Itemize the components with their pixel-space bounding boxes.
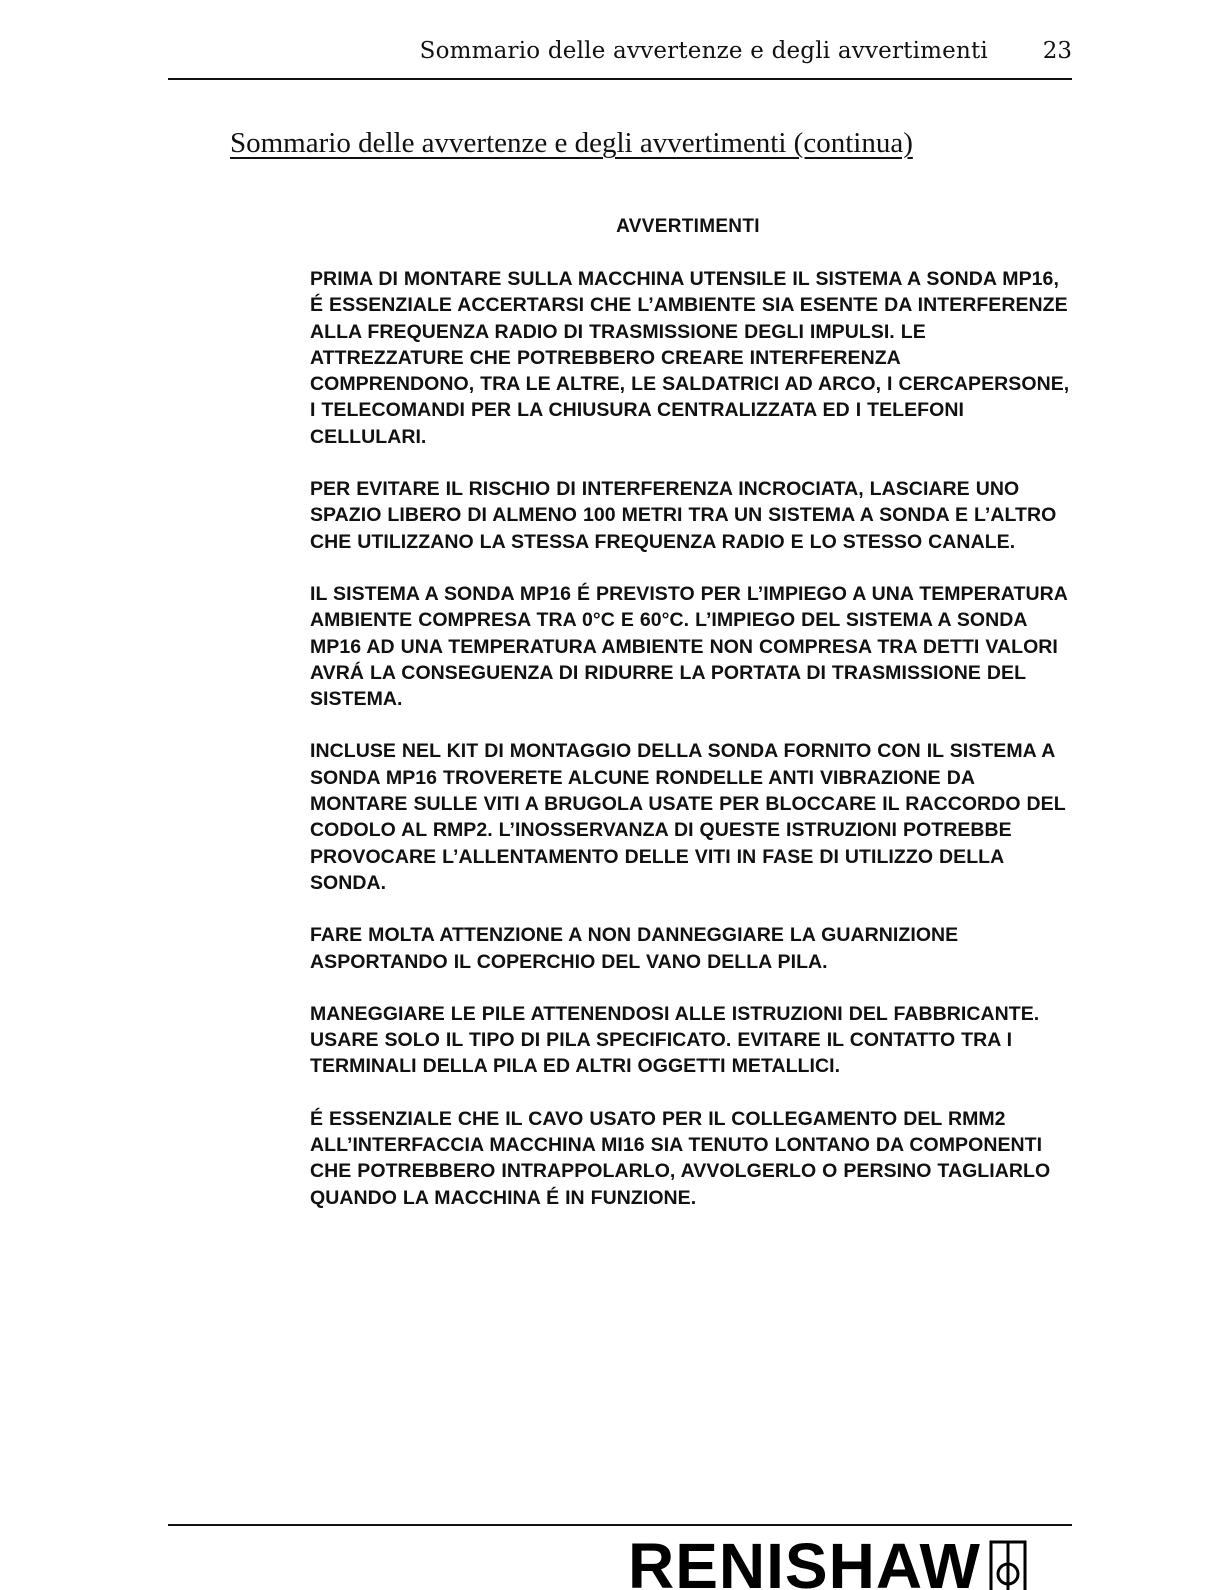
section-title: Sommario delle avvertenze e degli avvertimenti (continua) [230, 127, 913, 159]
warnings-heading: AVVERTIMENTI [616, 216, 760, 237]
brand-wordmark: RENISHAW [628, 1530, 981, 1590]
warning-paragraph: MANEGGIARE LE PILE ATTENENDOSI ALLE ISTRUZIONI DEL FABBRICANTE. USARE SOLO IL TIPO DI PILA SPECIFICATO. EVITARE IL CONTATTO TRA I TERMINALI DELLA PILA ED ALTRI OGGETTI METALLICI. [310, 1002, 1040, 1078]
warning-list [310, 266, 1070, 1237]
footer-rule [168, 1524, 1072, 1526]
running-header [168, 38, 1072, 72]
warning-paragraph: FARE MOLTA ATTENZIONE A NON DANNEGGIARE LA GUARNIZIONE ASPORTANDO IL COPERCHIO DEL VANO DELLA PILA. [310, 924, 959, 973]
header-rule [168, 78, 1072, 80]
warning-paragraph: É ESSENZIALE CHE IL CAVO USATO PER IL COLLEGAMENTO DEL RMM2 ALL’INTERFACCIA MACCHINA MI16 SIA TENUTO LONTANO DA COMPONENTI CHE POTREBBERO INTRAPPOLARLO, AVVOLGERLO O PERSINO TAGLIARLO QUANDO LA MACCHINA É IN FUNZIONE. [310, 1107, 1051, 1209]
running-title: Sommario delle avvertenze e degli avvertimenti [419, 38, 988, 64]
warning-paragraph: PRIMA DI MONTARE SULLA MACCHINA UTENSILE IL SISTEMA A SONDA MP16, É ESSENZIALE ACCERTARSI CHE L’AMBIENTE SIA ESENTE DA INTERFERENZE ALLA FREQUENZA RADIO DI TRASMISSIONE DEGLI IMPULSI. LE ATTREZZATURE CHE POTREBBERO CREARE INTERFERENZA COMPRENDONO, TRA LE ALTRE, LE SALDATRICI AD ARCO, I CERCAPERSONE, I TELECOMANDI PER LA CHIUSURA CENTRALIZZATA ED I TELEFONI CELLULARI. [310, 268, 1070, 448]
renishaw-logo [628, 1530, 1027, 1590]
page-number: 23 [1042, 38, 1072, 64]
warning-paragraph: IL SISTEMA A SONDA MP16 É PREVISTO PER L’IMPIEGO A UNA TEMPERATURA AMBIENTE COMPRESA TRA 0°C E 60°C. L’IMPIEGO DEL SISTEMA A SONDA MP16 AD UNA TEMPERATURA AMBIENTE NON COMPRESA TRA DETTI VALORI AVRÁ LA CONSEGUENZA DI RIDURRE LA PORTATA DI TRASMISSIONE DEL SISTEMA. [310, 582, 1068, 711]
warning-paragraph: PER EVITARE IL RISCHIO DI INTERFERENZA INCROCIATA, LASCIARE UNO SPAZIO LIBERO DI ALMENO 100 METRI TRA UN SISTEMA A SONDA E L’ALTRO CHE UTILIZZANO LA STESSA FREQUENZA RADIO E LO STESSO CANALE. [310, 478, 1057, 553]
warning-paragraph: INCLUSE NEL KIT DI MONTAGGIO DELLA SONDA FORNITO CON IL SISTEMA A SONDA MP16 TROVERETE ALCUNE RONDELLE ANTI VIBRAZIONE DA MONTARE SULLE VITI A BRUGOLA USATE PER BLOCCARE IL RACCORDO DEL CODOLO AL RMP2. L’INOSSERVANZA DI QUESTE ISTRUZIONI POTREBBE PROVOCARE L’ALLENTAMENTO DELLE VITI IN FASE DI UTILIZZO DELLA SONDA. [310, 740, 1066, 894]
renishaw-mark-icon [989, 1540, 1027, 1590]
